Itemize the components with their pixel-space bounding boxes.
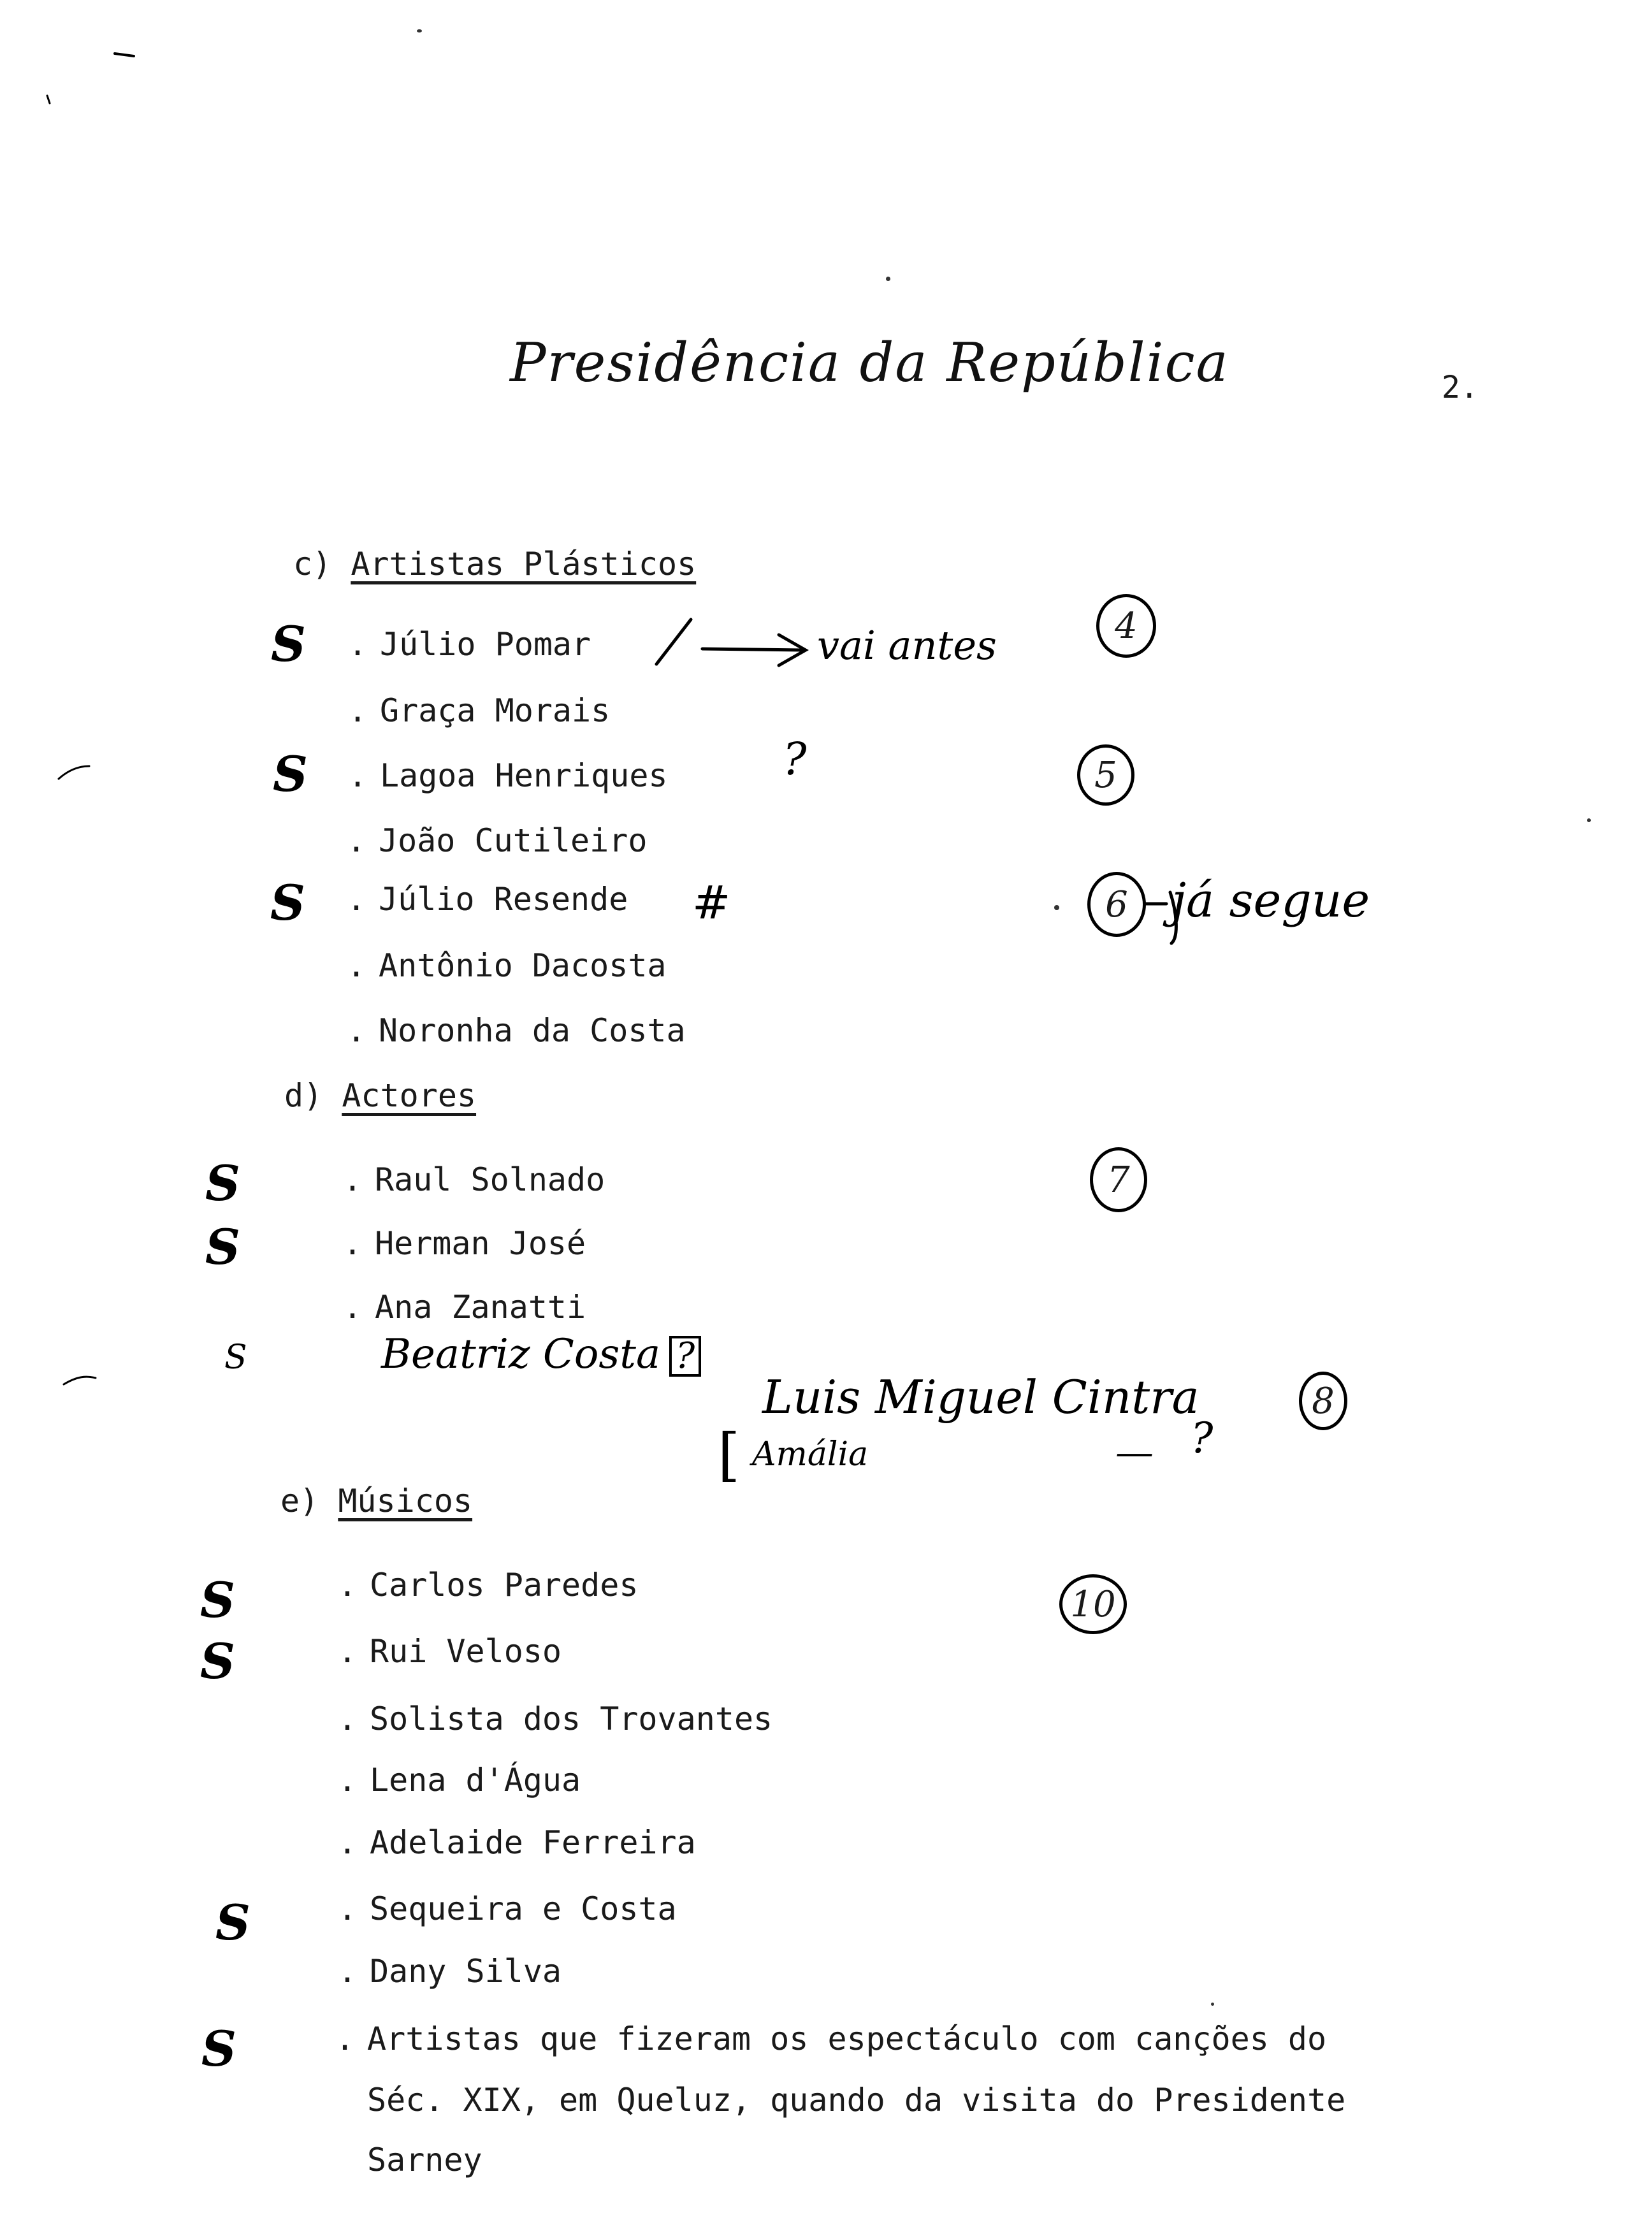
list-item-label: Noronha da Costa — [379, 1012, 686, 1049]
circled-number: 4 — [1096, 594, 1156, 658]
list-item-label: João Cutileiro — [379, 822, 648, 859]
paper-speck — [1054, 905, 1059, 910]
handwritten-name-luis-miguel-cintra: Luis Miguel Cintra — [762, 1370, 1199, 1424]
handwritten-name-amalia: Amália — [752, 1435, 869, 1474]
handwritten-s-mark: S — [200, 1572, 235, 1628]
section-e-title: Músicos — [338, 1482, 473, 1519]
handwritten-name-beatriz-costa: Beatriz Costa ? — [381, 1331, 701, 1378]
list-item: . Júlio Resende — [347, 881, 628, 918]
section-c-letter: c) — [293, 546, 332, 583]
list-item-continuation: Séc. XIX, em Queluz, quando da visita do Presidente — [367, 2082, 1346, 2119]
list-item-label: Artistas que fizeram os espectáculo com canções do — [367, 2020, 1327, 2057]
list-item: . Raul Solnado — [343, 1161, 605, 1198]
list-item-label: Júlio Resende — [379, 881, 628, 918]
list-item: . Lagoa Henriques — [348, 757, 668, 794]
handwritten-question-mark: ? — [783, 733, 807, 785]
section-d-letter: d) — [284, 1077, 323, 1114]
circled-number: 7 — [1090, 1147, 1147, 1212]
list-item: . João Cutileiro — [347, 822, 648, 859]
handwritten-s-mark: S — [205, 1155, 240, 1212]
list-item-label: Lagoa Henriques — [380, 757, 668, 794]
list-item: . Solista dos Trovantes — [338, 1700, 773, 1737]
handwritten-s-mark: S — [205, 1219, 240, 1275]
circled-number: 6 — [1087, 872, 1146, 937]
list-item-label: Adelaide Ferreira — [370, 1824, 696, 1861]
list-item: . Noronha da Costa — [347, 1012, 686, 1049]
paper-speck — [1211, 2003, 1214, 2006]
handwritten-hash-mark: # — [692, 876, 731, 929]
list-item-label: Sequeira e Costa — [370, 1890, 677, 1927]
paper-speck — [417, 29, 422, 33]
handwritten-s-mark: S — [273, 746, 308, 802]
list-item-label: Rui Veloso — [370, 1633, 562, 1670]
list-item-label: Solista dos Trovantes — [370, 1700, 773, 1737]
list-item: . Herman José — [343, 1225, 586, 1262]
list-item-label: Carlos Paredes — [370, 1567, 639, 1604]
list-item-label: Herman José — [375, 1225, 586, 1262]
paper-speck — [1587, 818, 1591, 822]
list-item: . Artistas que fizeram os espectáculo com canções do — [335, 2020, 1327, 2057]
circled-number: 10 — [1059, 1574, 1127, 1634]
list-item: . Lena d'Água — [338, 1762, 581, 1799]
handwritten-s-mark: S — [271, 616, 306, 672]
list-item-label: Dany Silva — [370, 1953, 562, 1990]
handwritten-bracket: [ — [718, 1421, 741, 1488]
list-item: . Júlio Pomar — [348, 626, 591, 663]
list-item-label: Lena d'Água — [370, 1762, 581, 1799]
handwritten-s-mark: S — [200, 1633, 235, 1690]
boxed-question-mark: ? — [669, 1336, 701, 1377]
letterhead: Presidência da República — [510, 331, 1229, 394]
section-e-letter: e) — [280, 1482, 319, 1519]
list-item: . Carlos Paredes — [338, 1567, 639, 1604]
list-item-continuation: Sarney — [367, 2142, 482, 2178]
list-item: . Graça Morais — [348, 692, 611, 729]
list-item: . Ana Zanatti — [343, 1289, 586, 1326]
list-item: . Dany Silva — [338, 1953, 562, 1990]
list-item-label: Ana Zanatti — [375, 1289, 586, 1326]
list-item: . Adelaide Ferreira — [338, 1824, 696, 1861]
list-item: . Sequeira e Costa — [338, 1890, 677, 1927]
circled-number: 8 — [1299, 1372, 1347, 1430]
handwritten-note-ja-segue: já segue — [1171, 873, 1370, 928]
list-item: . Antônio Dacosta — [347, 947, 667, 984]
list-item-label: Júlio Pomar — [380, 626, 591, 663]
list-item: . Rui Veloso — [338, 1633, 562, 1670]
list-item-label: Antônio Dacosta — [379, 947, 667, 984]
section-d-title: Actores — [342, 1077, 477, 1114]
handwritten-note-vai-antes: vai antes — [817, 622, 997, 669]
paper-speck — [886, 277, 890, 281]
list-item-label: Raul Solnado — [375, 1161, 605, 1198]
list-item-label: Graça Morais — [380, 692, 611, 729]
handwritten-s-mark: S — [224, 1338, 247, 1377]
handwritten-dash: — — [1115, 1430, 1154, 1475]
page-number: 2. — [1442, 370, 1479, 405]
handwritten-s-mark: S — [270, 874, 305, 931]
handwritten-s-mark: S — [215, 1894, 250, 1951]
handwritten-s-mark: S — [201, 2020, 236, 2077]
circled-number: 5 — [1077, 744, 1134, 806]
section-c-title: Artistas Plásticos — [351, 546, 697, 583]
handwritten-question-mark: ? — [1191, 1414, 1214, 1463]
